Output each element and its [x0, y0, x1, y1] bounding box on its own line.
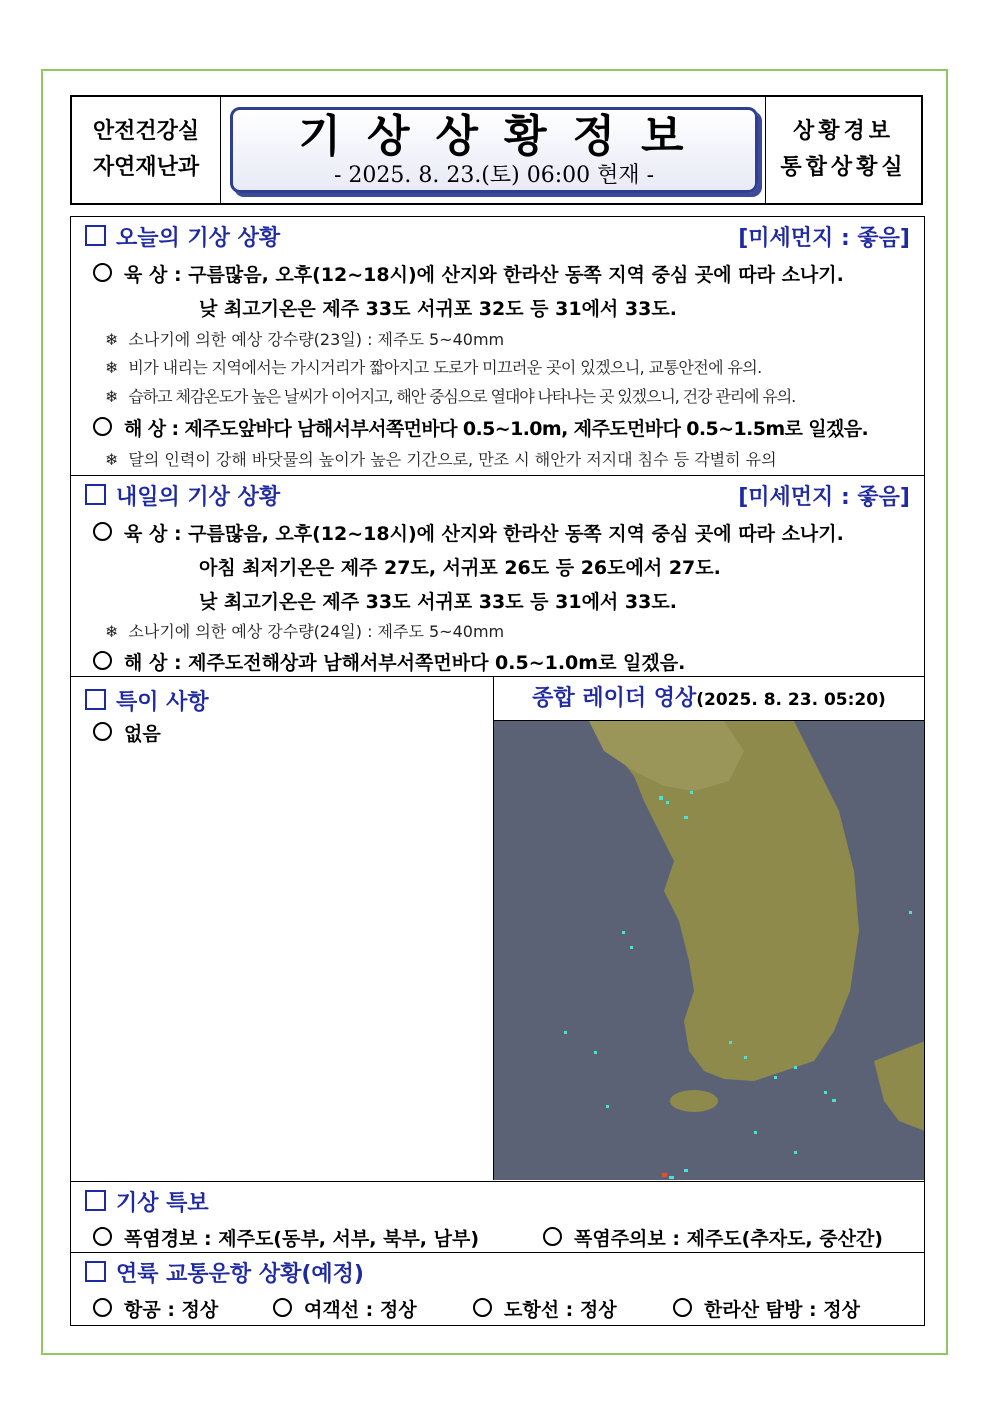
circle-bullet-icon: [93, 722, 112, 741]
checkbox-icon: [85, 689, 106, 710]
circle-bullet-icon: [673, 1298, 692, 1317]
circle-bullet-icon: [93, 651, 112, 670]
jeju-island: [670, 1090, 718, 1112]
radar-image: [493, 721, 924, 1180]
today-section: [70, 216, 925, 476]
warnings-title: 기상 특보: [85, 1186, 209, 1217]
office-line1: 상황경보: [792, 119, 894, 144]
tomorrow-note: ❄ 소나기에 의한 예상 강수량(24일) : 제주도 5~40mm: [105, 622, 505, 641]
title-box: [230, 107, 758, 193]
page-title: 기상상황정보: [298, 111, 710, 162]
traffic-air: 항공 : 정상: [93, 1295, 218, 1322]
circle-bullet-icon: [93, 522, 112, 541]
circle-bullet-icon: [93, 263, 112, 282]
tomorrow-dust: [미세먼지 : 좋음]: [738, 485, 910, 510]
traffic-section: [70, 1252, 925, 1326]
today-land-temp: 낮 최고기온은 제주 33도 서귀포 32도 등 31에서 33도.: [199, 298, 677, 320]
special-radar-section: [70, 676, 925, 1182]
circle-bullet-icon: [93, 1227, 112, 1246]
checkbox-icon: [85, 484, 106, 505]
special-title: 특이 사항: [85, 685, 209, 716]
tomorrow-land-min: 아침 최저기온은 제주 27도, 서귀포 26도 등 26도에서 27도.: [199, 557, 721, 579]
tomorrow-section: [70, 475, 925, 677]
today-title: 오늘의 기상 상황: [85, 221, 280, 252]
circle-bullet-icon: [273, 1298, 292, 1317]
checkbox-icon: [85, 1261, 106, 1282]
today-note: ❄ 소나기에 의한 예상 강수량(23일) : 제주도 5~40mm: [105, 330, 505, 349]
radar-heading: 종합 레이더 영상(2025. 8. 23. 05:20): [493, 677, 924, 721]
warning-item: 폭염주의보 : 제주도(추자도, 중산간): [543, 1224, 883, 1251]
traffic-island-ferry: 도항선 : 정상: [473, 1295, 617, 1322]
special-item: 없음: [93, 719, 161, 746]
today-note: ❄ 습하고 체감온도가 높은 날씨가 이어지고, 해안 중심으로 열대야 나타나는 곳 있겠으니, 건강 관리에 유의.: [105, 387, 796, 406]
today-note: ❄ 비가 내리는 지역에서는 가시거리가 짧아지고 도로가 미끄러운 곳이 있겠으니, 교통안전에 유의.: [105, 358, 762, 377]
tomorrow-land-max: 낮 최고기온은 제주 33도 서귀포 33도 등 31에서 33도.: [199, 591, 677, 613]
asterisk-icon: ❄: [105, 358, 119, 377]
traffic-title: 연륙 교통운항 상황(예정): [85, 1257, 364, 1288]
asterisk-icon: ❄: [105, 622, 119, 641]
checkbox-icon: [85, 225, 106, 246]
traffic-hallasan: 한라산 탐방 : 정상: [673, 1295, 860, 1322]
circle-bullet-icon: [93, 417, 112, 436]
today-note: ❄ 달의 인력이 강해 바닷물의 높이가 높은 기간으로, 만조 시 해안가 저지대 침수 등 각별히 유의: [105, 450, 777, 469]
asterisk-icon: ❄: [105, 387, 119, 406]
report-date: - 2025. 8. 23.(토) 06:00 현재 -: [333, 163, 655, 188]
radar-strong-echo: [662, 1173, 667, 1177]
tomorrow-title: 내일의 기상 상황: [85, 480, 280, 511]
asterisk-icon: ❄: [105, 330, 119, 349]
today-dust: [미세먼지 : 좋음]: [738, 226, 910, 251]
circle-bullet-icon: [543, 1227, 562, 1246]
circle-bullet-icon: [93, 1298, 112, 1317]
traffic-ferry: 여객선 : 정상: [273, 1295, 417, 1322]
warning-item: 폭염경보 : 제주도(동부, 서부, 북부, 남부): [93, 1224, 479, 1251]
today-land: 육 상 : 구름많음, 오후(12~18시)에 산지와 한라산 동쪽 지역 중심 곳에 따라 소나기.: [93, 260, 844, 287]
office-block: [765, 97, 921, 203]
tomorrow-land: 육 상 : 구름많음, 오후(12~18시)에 산지와 한라산 동쪽 지역 중심 곳에 따라 소나기.: [93, 519, 844, 546]
department-line1: 안전건강실: [92, 119, 200, 144]
department-line2: 자연재난과: [92, 155, 200, 180]
checkbox-icon: [85, 1190, 106, 1211]
radar-map-svg: [494, 721, 924, 1180]
office-line2: 통합상황실: [780, 155, 907, 180]
circle-bullet-icon: [473, 1298, 492, 1317]
asterisk-icon: ❄: [105, 450, 119, 469]
department-block: [72, 97, 221, 203]
today-sea: 해 상 : 제주도앞바다 남해서부서쪽먼바다 0.5~1.0m, 제주도먼바다 0.5~1.5m로 일겠음.: [93, 414, 868, 441]
header: [70, 95, 923, 205]
warnings-section: [70, 1181, 925, 1253]
tomorrow-sea: 해 상 : 제주도전해상과 남해서부서쪽먼바다 0.5~1.0m로 일겠음.: [93, 648, 685, 675]
